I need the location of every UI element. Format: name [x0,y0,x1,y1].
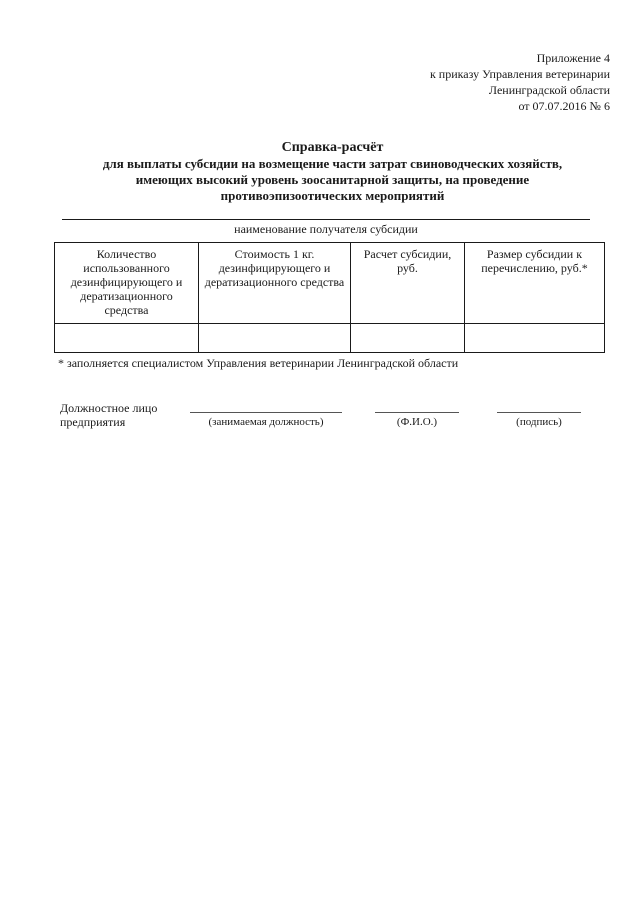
header-subsidy-calc: Расчет субсидии, руб. [351,243,465,324]
title-line-3: имеющих высокий уровень зоосанитарной защиты, на проведение [135,172,530,187]
document-title [60,140,605,204]
title-main: Справка-расчёт [281,140,384,155]
recipient-name-field[interactable] [62,219,590,220]
header-subsidy-amount: Размер субсидии к перечислению, руб.* [465,243,605,324]
cell-unit-cost[interactable] [199,324,351,353]
cell-subsidy-calc[interactable] [351,324,465,353]
full-name-caption: (Ф.И.О.) [396,416,438,428]
cell-subsidy-amount[interactable] [465,324,605,353]
appendix-region: Ленинградской области [488,83,610,97]
title-line-4: противоэпизоотических мероприятий [220,188,445,203]
official-label-line-2: предприятия [60,415,126,429]
header-quantity: Количество использованного дезинфицирующего и дератизационного средства [55,243,199,324]
table-row [55,324,605,353]
signature-field[interactable] [497,412,581,413]
official-label-line-1: Должностное лицо [60,401,158,415]
appendix-order-ref: к приказу Управления ветеринарии [429,67,610,81]
appendix-header [430,50,610,114]
position-caption: (занимаемая должность) [208,416,324,428]
recipient-caption: наименование получателя субсидии [234,222,418,236]
appendix-date: от 07.07.2016 № 6 [518,99,610,113]
cell-quantity[interactable] [55,324,199,353]
signature-caption: (подпись) [516,416,562,428]
official-label [60,401,157,429]
header-unit-cost: Стоимость 1 кг. дезинфицирующего и дератизационного средства [199,243,351,324]
full-name-field[interactable] [375,412,459,413]
table-header-row [55,243,605,324]
appendix-number: Приложение 4 [536,51,610,65]
footnote: * заполняется специалистом Управления ветеринарии Ленинградской области [58,356,459,370]
position-field[interactable] [190,412,342,413]
title-line-2: для выплаты субсидии на возмещение части затрат свиноводческих хозяйств, [102,156,563,171]
calculation-table [54,242,605,353]
